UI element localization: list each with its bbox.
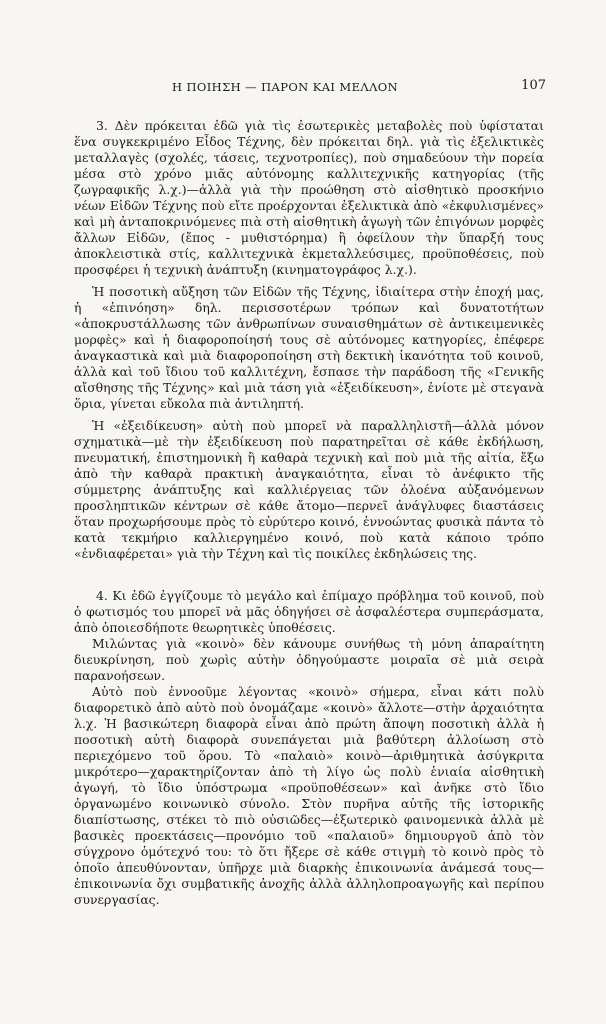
- running-head: [60, 80, 546, 98]
- page-number: 107: [521, 78, 546, 93]
- paragraph-specialization: Ἡ «ἐξειδίκευση» αὐτὴ ποὺ μπορεῖ νὰ παραλληλιστῆ—ἀλλὰ μόνον σχηματικὰ—μὲ τὴν ἐξειδίκευση ποὺ παρατηρεῖται σὲ κάθε ἐκδήλωση, πνευματική, ἐπιστημονικὴ ἢ καθαρὰ τεχνικὴ καὶ ποὺ μιὰ τῆς αἰτία, ἔξω ἀπὸ τὴν καθαρὰ πρακτικὴ ἀναγκαιότητα, εἶναι τὸ ἀνέφικτο τῆς σύμμετρης ἀνάπτυξης καὶ καλλιέργειας τῶν ὁλοένα αὐξανόμενων προσληπτικῶν κέντρων σὲ κάθε ἄτομο—περνεῖ ἀνάγλυφες διαστάσεις ὅταν προχωρήσουμε πρὸς τὸ εὐρύτερο κοινό, ἐννοώντας φυσικὰ πάντα τὸ κατὰ τεκμήριο καλλιεργημένο κοινό, ποὺ κατὰ κάποιο τρόπο «ἐνδιαφέρεται» γιὰ τὴν Τέχνη καὶ τὶς ποικίλες ἐκδηλώσεις της.: [74, 418, 544, 561]
- body-text: [74, 118, 544, 908]
- paragraph-3: 3. Δὲν πρόκειται ἐδῶ γιὰ τὶς ἐσωτερικὲς μεταβολὲς ποὺ ὑφίσταται ἕνα συγκεκριμένο Εἶδος Τέχνης, δὲν πρόκειται δηλ. γιὰ τὶς ἐξελικτικὲς μεταλλαγὲς (σχολές, τάσεις, τεχνοτροπίες), ποὺ σημαδεύουν τὴν πορεία μέσα στὸ χρόνο μιᾶς αὐτόνομης καλλιτεχνικῆς κατηγορίας (τῆς ζωγραφικῆς λ.χ.)—ἀλλὰ γιὰ τὴν προώθηση στὸ αἰσθητικὸ προσκήνιο νέων Εἰδῶν Τέχνης ποὺ εἴτε προέρχονται ἐξελικτικὰ ἀπὸ «ἐκφυλισμένες» καὶ μὴ ἀνταποκρινόμενες πιὰ στὴ αἰσθητικὴ ἀγωγὴ τῶν ἐπιγόνων μορφὲς ἄλλων Εἰδῶν, (ἔπος - μυθιστόρημα) ἢ ὀφείλουν τὴν ὕπαρξή τους ἀποκλειστικὰ στίς, καλλιτεχνικὰ ἐκμεταλλεύσιμες, προϋποθέσεις, ποὺ προσφέρει ἡ τεχνικὴ ἀνάπτυξη (κινηματογράφος λ.χ.).: [74, 118, 544, 277]
- paragraph-old-audience: Αὐτὸ ποὺ ἐννοοῦμε λέγοντας «κοινὸ» σήμερα, εἶναι κάτι πολὺ διαφορετικὸ ἀπὸ αὐτὸ ποὺ ὀνομάζαμε «κοινὸ» ἄλλοτε—στὴν ἀρχαιότητα λ.χ. Ἡ βασικώτερη διαφορὰ εἶναι ἀπὸ πρώτη ἄποψη ποσοτικὴ ἀλλὰ ἡ ποσοτικὴ αὐτὴ διαφορὰ συνεπάγεται μιὰ βαθύτερη ἀλλοίωση στὸ περιεχόμενο τοῦ ὅρου. Τὸ «παλαιὸ» κοινὸ—ἀριθμητικὰ ἀσύγκριτα μικρότερο—χαρακτηρίζονταν ἀπὸ τὴ λίγο ὡς πολὺ ἑνιαία αἰσθητικὴ ἀγωγή, τὸ ἴδιο ὑπόστρωμα «προϋποθέσεων» καὶ ἀνῆκε στὸ ἴδιο ὀργανωμένο κοινωνικὸ σύνολο. Στὸν πυρῆνα αὐτῆς τῆς ἱστορικῆς διαπίστωσης, στέκει τὸ πιὸ οὐσιῶδες—ἐξωτερικὸ φαινομενικὰ ἀλλὰ μὲ βασικὲς προεκτάσεις—προνόμιο τοῦ «παλαιοῦ» δημιουργοῦ ἀπὸ τὸν σύγχρονο ὁμότεχνό του: τὸ ὅτι ἤξερε σὲ κάθε στιγμὴ τὸ κοινὸ πρὸς τὸ ὁποῖο ἀπευθύνονταν, ὑπῆρχε μιὰ διαρκὴς ἐπικοινωνία ἀνάμεσά τους—ἐπικοινωνία ὄχι συμβατικῆς ἀνοχῆς ἀλλὰ ἀλληλοπροαγωγῆς καὶ περίπου συνεργασίας.: [74, 684, 544, 907]
- paragraph-audience-clarification: Μιλώντας γιὰ «κοινὸ» δὲν κάνουμε συνήθως τὴ μόνη ἀπαραίτητη διευκρίνηση, ποὺ χωρὶς αὐτὴν ὁδηγούμαστε μοιραῖα σὲ μιὰ σειρὰ παρανοήσεων.: [74, 636, 544, 683]
- paragraph-quantitative-increase: Ἡ ποσοτικὴ αὔξηση τῶν Εἰδῶν τῆς Τέχνης, ἰδιαίτερα στὴν ἐποχή μας, ἡ «ἐπινόηση» δηλ. περισσοτέρων τρόπων καὶ δυνατοτήτων «ἀποκρυστάλλωσης τῶν ἀνθρωπίνων συναισθημάτων σὲ ἀντικειμενικὲς μορφὲς» καὶ ἡ διαφοροποίησή τους σὲ αὐτόνομες κατηγορίες, ἐπέφερε ἀναγκαστικὰ καὶ μιὰ διαφοροποίηση στὴ δεκτικὴ ἱκανότητα τοῦ κοινοῦ, ἀλλὰ καὶ τοῦ ἴδιου τοῦ καλλιτέχνη, ἔσπασε τὴν παράδοση τῆς «Γενικῆς αἴσθησης τῆς Τέχνης» καὶ μιὰ τάση γιὰ «ἐξειδίκευση», ἐνίοτε μὲ στεγανὰ ὅρια, γίνεται εὔκολα πιὰ ἀντιληπτή.: [74, 284, 544, 411]
- paragraph-4: 4. Κι ἐδῶ ἐγγίζουμε τὸ μεγάλο καὶ ἐπίμαχο πρόβλημα τοῦ κοινοῦ, ποὺ ὁ φωτισμός του μπορεῖ νὰ μᾶς ὁδηγήσει σὲ ἀσφαλέστερα συμπεράσματα, ἀπὸ ὁποιεσδήποτε θεωρητικὲς ὑποθέσεις.: [74, 588, 544, 635]
- running-title: Η ΠΟΙΗΣΗ — ΠΑΡΟΝ ΚΑΙ ΜΕΛΛΟΝ: [172, 80, 399, 94]
